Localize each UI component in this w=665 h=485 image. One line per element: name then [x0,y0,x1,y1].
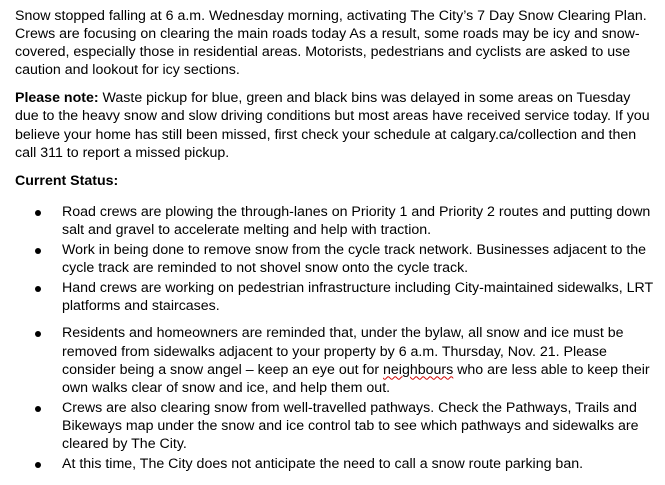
intro-paragraph: Snow stopped falling at 6 a.m. Wednesday morning, activating The City’s 7 Day Snow Clearing Plan. Crews are focusing on clearing the main roads today As a result, some roads may be icy and snow-covered, especially those in residential areas. Motorists, pedestrians and cyclists are asked to use caution and lookout for icy sections. [15,8,647,79]
bullet-icon [35,286,41,292]
list-item-text-end: who are less able to keep their own walks clear of snow and ice, and help them out. [62,361,650,396]
current-status-heading: Current Status: [15,172,119,189]
list-item-text: At this time, The City does not anticipate the need to call a snow route parking ban. [62,456,584,473]
note-paragraph [15,89,657,161]
bullet-icon [35,248,41,254]
status-bullet-list [15,203,657,473]
list-item-text-start: Residents and homeowners are reminded that, under the bylaw, all snow and ice must be removed from sidewalks adjacent to your property by 6 a.m. Thursday, Nov. 21. Please consider being a snow angel – keep an eye out for [62,325,624,378]
list-item-text: Hand crews are working on pedestrian infrastructure including City-maintained sidewalks, LRT platforms and staircases. [62,280,653,315]
note-label: Please note: [15,90,99,107]
list-item [15,203,657,239]
list-item [15,279,657,315]
list-item [15,399,657,453]
bullet-icon [35,331,41,337]
spellcheck-flagged-word[interactable]: neighbours [383,361,454,378]
list-item-text: Crews are also clearing snow from well-travelled pathways. Check the Pathways, Trails and Bikeways map under the snow and ice control tab to see which pathways and sidewalks are cleared by The City. [62,399,639,452]
list-item-text: Road crews are plowing the through-lanes on Priority 1 and Priority 2 routes and putting down salt and gravel to accelerate melting and help with traction. [62,203,651,238]
list-item [15,455,657,473]
bullet-icon [35,210,41,216]
bullet-icon [35,406,41,412]
list-item-text: Work in being done to remove snow from the cycle track network. Businesses adjacent to the cycle track are reminded to not shovel snow onto the cycle track. [62,242,647,277]
list-item [15,241,657,277]
note-text: Waste pickup for blue, green and black bins was delayed in some areas on Tuesday due to the heavy snow and slow driving conditions but most areas have received service today. If you believe your home has still been missed, first check your schedule at calgary.ca/collection and then call 311 to report a missed pickup. [15,90,650,161]
bullet-icon [35,462,41,468]
list-item [15,324,657,396]
